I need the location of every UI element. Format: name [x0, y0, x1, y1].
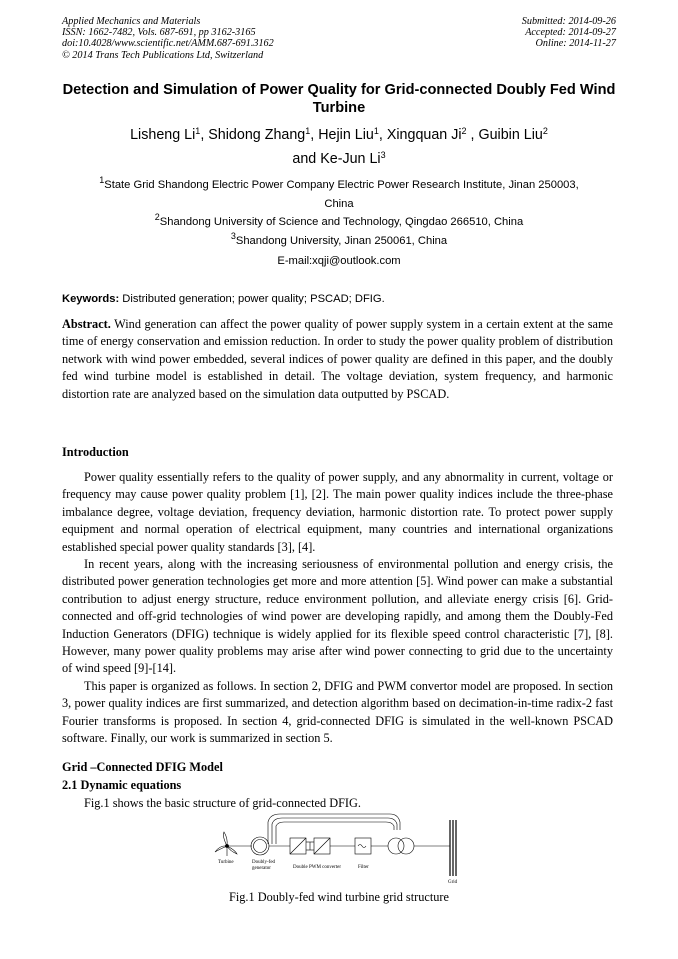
turbine-label: Turbine: [218, 860, 234, 865]
filter-icon: [355, 838, 388, 854]
converter-icon: [290, 838, 355, 854]
generator-icon: [251, 837, 290, 855]
author-2: Shidong Zhang$^1$,: [208, 126, 319, 143]
author-5: Guibin Liu$^2$: [478, 126, 548, 143]
intro-paragraph-3: This paper is organized as follows. In section 2, DFIG and PWM convertor model are proposed. In section 3, power quality indices are first summarized, and detection algorithm based on decimation-in-time radix-2 fast Fourier transforms is proposed. In section 4, grid-connected DFIG is simulated in the well-known PSCAD software. Finally, our work is summarized in section 5.: [62, 678, 613, 746]
affiliations: [62, 176, 616, 250]
section-heading: Grid –Connected DFIG Model: [62, 760, 223, 774]
affiliation-3: $^3$Shandong University, Jinan 250061, China: [230, 230, 448, 247]
journal-copyright: © 2014 Trans Tech Publications Ltd, Switzerland: [62, 49, 264, 61]
keywords-text: Distributed generation; power quality; PSCAD; DFIG.: [119, 293, 385, 305]
filter-label: Filter: [358, 865, 369, 870]
affiliation-2: $^2$Shandong University of Science and Technology, Qingdao 266510, China: [154, 212, 524, 228]
contact-email: E-mail:xqji@outlook.com: [277, 255, 401, 267]
journal-info: [62, 16, 274, 61]
subsection-heading: 2.1 Dynamic equations: [62, 778, 182, 792]
turbine-icon: [215, 832, 252, 856]
paper-title: Detection and Simulation of Power Quality for Grid-connected Doubly Fed Wind Turbine: [62, 82, 616, 116]
author-3: Hejin Liu$^1$,: [318, 126, 387, 143]
abstract-label: Abstract.: [62, 317, 111, 331]
dfig-structure-diagram: [210, 810, 470, 885]
keywords-label: Keywords:: [62, 293, 120, 305]
upper-wiring: [268, 814, 400, 844]
introduction-heading: Introduction: [62, 445, 129, 459]
grid-label: Grid: [448, 880, 458, 885]
affiliation-1: $^1$State Grid Shandong Electric Power Company Electric Power Research Institute, Jinan 250003,: [99, 175, 579, 191]
figure-intro-text: Fig.1 shows the basic structure of grid-connected DFIG.: [84, 796, 361, 810]
abstract: [62, 316, 613, 403]
journal-name: Applied Mechanics and Materials: [62, 16, 201, 27]
journal-issn: ISSN: 1662-7482, Vols. 687-691, pp 3162-3165: [62, 27, 256, 39]
abstract-text: Wind generation can affect the power quality of power supply system in a certain extent at the same time of energy conservation and emission reduction. In order to study the power quality problem of distribution network with wind power embedded, several indices of power quality are defined in this paper, and the doubly fed wind turbine model is established in detail. The voltage deviation, system frequency, and harmonic distortion rate are analyzed based on the simulation data outputted by PSCAD.: [62, 317, 613, 401]
author-6: and Ke-Jun Li$^3$: [292, 150, 386, 167]
online-date: Online: 2014-11-27: [535, 38, 616, 50]
introduction-body: [62, 469, 613, 748]
converter-label: Double PWM converter: [293, 865, 342, 870]
intro-paragraph-1: Power quality essentially refers to the quality of power supply, and any abnormality in current, voltage or frequency may cause power quality problem [1], [2]. The main power quality indices include the three-phase imbalance degree, voltage deviation, frequency deviation, harmonic distortion rate. To protect power supply equipment and normal operation of electrical equipment, many countries and international organizations established special power quality standards [3], [4].: [62, 470, 613, 554]
generator-label-2: generator: [252, 866, 271, 871]
author-list: [62, 123, 616, 171]
transformer-icon: [388, 838, 450, 854]
affiliation-1-cont: China: [324, 197, 354, 210]
grid-bus-icon: [450, 820, 456, 876]
accepted-date: Accepted: 2014-09-27: [525, 27, 616, 39]
journal-doi: doi:10.4028/www.scientific.net/AMM.687-691.3162: [62, 38, 274, 50]
keywords: [62, 293, 385, 305]
figure-caption: Fig.1 Doubly-fed wind turbine grid structure: [229, 890, 449, 904]
author-4: Xingquan Ji$^2$ ,: [386, 126, 479, 143]
generator-label-1: Doubly-fed: [252, 860, 276, 865]
submission-dates: [522, 16, 616, 50]
intro-paragraph-2: In recent years, along with the increasing seriousness of environmental pollution and energy crisis, the distributed power generation technologies get more and more attention [5]. Wind power can make a substantial contribution to adjust energy structure, reduce environment pollution, and alleviate energy crisis [6]. Grid-connected and off-grid technologies of wind power are developing rapidly, and among them the Doubly-Fed Induction Generators (DFIG) technique is widely applied for its flexible speed control characteristic [7], [8]. However, many power quality problems may arise after wind power connecting to grid due to the uncertainty of wind speed [9]-[14].: [62, 557, 613, 676]
author-1: Lisheng Li$^1$,: [130, 126, 209, 143]
submitted-date: Submitted: 2014-09-26: [521, 16, 616, 27]
